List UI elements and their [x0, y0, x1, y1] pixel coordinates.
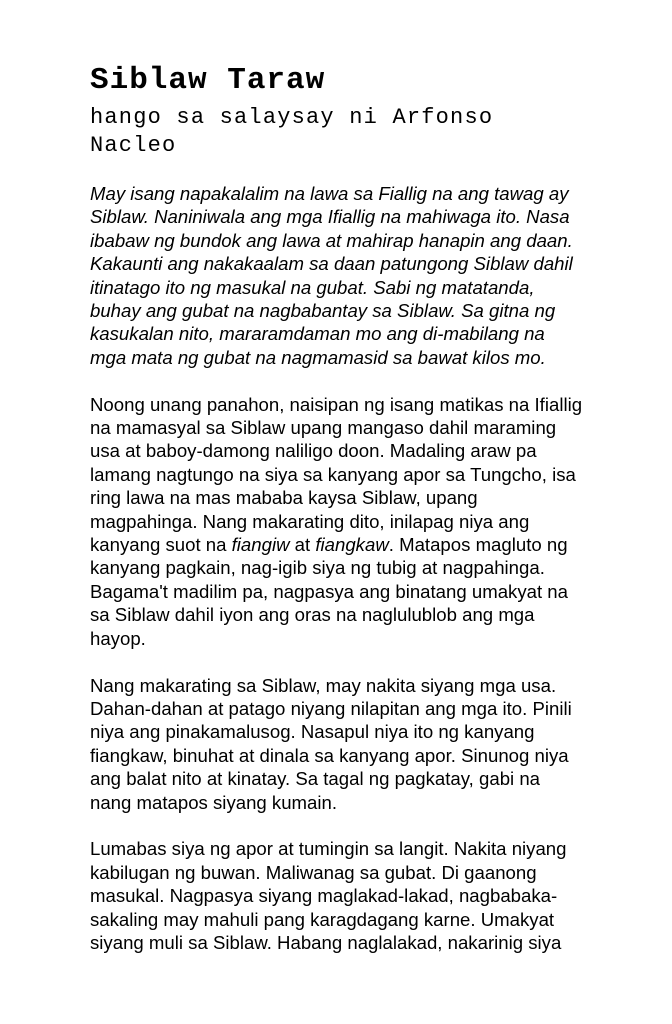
text-line — [90, 416, 610, 439]
text-line — [90, 393, 610, 416]
text-line — [90, 767, 610, 790]
text-line — [90, 720, 610, 743]
line-text: Bagama't madilim pa, nagpasya ang binatang umakyat na — [90, 580, 568, 602]
text-line — [90, 603, 610, 626]
text-line — [90, 791, 610, 814]
text-line — [90, 884, 610, 907]
line-text: at — [289, 534, 316, 556]
text-line — [90, 744, 610, 767]
line-text: fiangkaw, binuhat at dinala sa kanyang apor. Sinunog niya — [90, 744, 569, 766]
line-text: nang matapos siyang kumain. — [90, 791, 338, 813]
text-line — [90, 439, 610, 462]
intro-paragraph — [90, 182, 610, 369]
body-paragraph — [90, 393, 610, 650]
line-text: sakaling may mahuli pang karagdagang karne. Umakyat — [90, 908, 555, 930]
text-line — [90, 931, 610, 954]
text-line — [90, 674, 610, 697]
text-line — [90, 580, 610, 603]
text-line — [90, 627, 610, 650]
text-line — [90, 486, 610, 509]
line-text: ang balat nito at kinatay. Sa tagal ng pagkatay, gabi na — [90, 768, 541, 790]
line-text: ibabaw ng bundok ang lawa at mahirap hanapin ang daan. — [90, 229, 573, 251]
text-line — [90, 533, 610, 556]
line-text: buhay ang gubat na nagbabantay sa Siblaw. Sa gitna ng — [90, 300, 556, 322]
text-line — [90, 346, 610, 369]
text-line — [90, 182, 610, 205]
text-line — [90, 229, 610, 252]
line-text: Lumabas siya ng apor at tumingin sa langit. Nakita niyang — [90, 838, 567, 860]
line-text: Nang makarating sa Siblaw, may nakita siyang mga usa. — [90, 674, 557, 696]
line-text: hayop. — [90, 627, 146, 649]
text-line — [90, 908, 610, 931]
text-line — [90, 861, 610, 884]
text-line — [90, 205, 610, 228]
story-attribution: hango sa salaysay ni Arfonso Nacleo — [90, 105, 494, 158]
line-text: ring lawa na mas mababa kaysa Siblaw, upang — [90, 487, 478, 509]
line-text: na mamasyal sa Siblaw upang mangaso dahil maraming — [90, 417, 557, 439]
story-title: Siblaw Taraw — [90, 63, 326, 98]
text-line — [90, 556, 610, 579]
line-text: masukal. Nagpasya siyang maglakad-lakad, nagbabaka- — [90, 885, 558, 907]
line-text: usa at baboy-damong naliligo doon. Madaling araw pa — [90, 440, 537, 462]
line-text: May isang napakalalim na lawa sa Fiallig na ang tawag ay — [90, 183, 569, 204]
text-line — [90, 322, 610, 345]
emphasized-term: fiangkaw — [315, 534, 389, 556]
body-paragraph — [90, 837, 610, 954]
text-line — [90, 299, 610, 322]
text-line — [90, 697, 610, 720]
line-text: kabilugan ng buwan. Maliwanag sa gubat. Di gaanong — [90, 861, 537, 883]
line-text: lamang nagtungo na siya sa kanyang apor sa Tungcho, isa — [90, 463, 576, 485]
line-text: kanyang suot na — [90, 534, 232, 556]
line-text: sa Siblaw dahil iyon ang oras na naglulublob ang mga — [90, 604, 535, 626]
text-line — [90, 463, 610, 486]
line-text: Noong unang panahon, naisipan ng isang matikas na Ifiallig — [90, 393, 583, 415]
line-text: mga mata ng gubat na nagmamasid sa bawat kilos mo. — [90, 346, 546, 368]
line-text: magpahinga. Nang makarating dito, inilapag niya ang — [90, 510, 530, 532]
line-text: . Matapos magluto ng — [388, 534, 568, 556]
line-text: Siblaw. Naniniwala ang mga Ifiallig na mahiwaga ito. Nasa — [90, 206, 570, 228]
line-text: itinatago ito ng masukal na gubat. Sabi ng matatanda, — [90, 276, 535, 298]
body-paragraph — [90, 674, 610, 814]
story-body — [90, 182, 610, 978]
text-line — [90, 276, 610, 299]
line-text: niya ang pinakamalusog. Nasapul niya ito ng kanyang — [90, 721, 535, 743]
line-text: kasukalan nito, mararamdaman mo ang di-mabilang na — [90, 323, 545, 345]
line-text: kanyang pagkain, nag-igib siya ng tubig at nagpahinga. — [90, 557, 545, 579]
text-line — [90, 252, 610, 275]
text-line — [90, 837, 610, 860]
line-text: Dahan-dahan at patago niyang nilapitan ang mga ito. Pinili — [90, 697, 572, 719]
line-text: Kakaunti ang nakakaalam sa daan patungong Siblaw dahil — [90, 253, 573, 275]
text-line — [90, 510, 610, 533]
emphasized-term: fiangiw — [231, 534, 290, 556]
line-text: siyang muli sa Siblaw. Habang naglalakad, nakarinig siya — [90, 931, 562, 953]
